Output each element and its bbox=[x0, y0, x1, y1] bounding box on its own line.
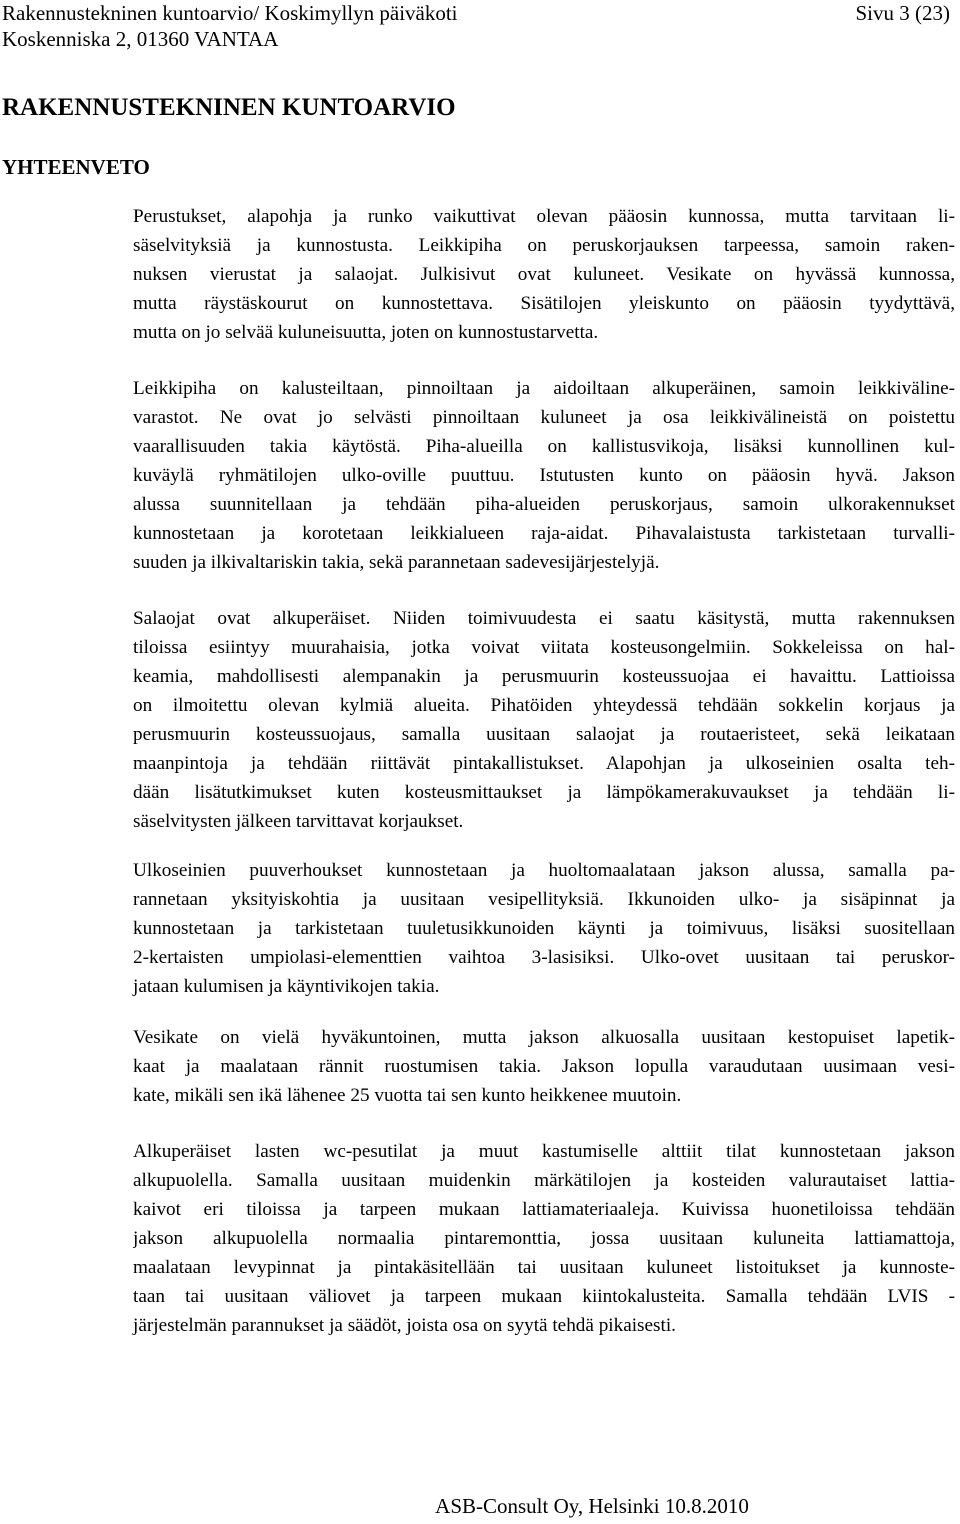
paragraph-line: säselvitysten jälkeen tarvittavat korjaukset. bbox=[133, 811, 464, 832]
paragraph-line: mutta räystäskourut on kunnostettava. Sisätilojen yleiskunto on pääosin tyydyttävä, bbox=[133, 293, 955, 314]
page-footer bbox=[0, 1492, 960, 1520]
header-document-title: Rakennustekninen kuntoarvio/ Koskimyllyn päiväkoti bbox=[2, 1, 458, 25]
paragraph-line: Vesikate on vielä hyväkuntoinen, mutta jakson alkuosalla uusitaan kestopuiset lapetik- bbox=[133, 1027, 955, 1048]
paragraph-line: järjestelmän parannukset ja säädöt, joista osa on syytä tehdä pikaisesti. bbox=[133, 1315, 676, 1336]
paragraph-line: kate, mikäli sen ikä lähenee 25 vuotta tai sen kunto heikkenee muutoin. bbox=[133, 1085, 682, 1106]
header-address: Koskenniska 2, 01360 VANTAA bbox=[2, 27, 279, 51]
paragraph-2 bbox=[133, 374, 955, 577]
paragraph-line: perusmuurin kosteussuojaus, samalla uusitaan salaojat ja routaeristeet, sekä leikataan bbox=[133, 724, 955, 745]
paragraph-line: maalataan levypinnat ja pintakäsitellään tai uusitaan kuluneet listoitukset ja kunnoste- bbox=[133, 1257, 955, 1278]
paragraph-line: kaivot eri tiloissa ja tarpeen mukaan lattiamateriaaleja. Kuivissa huonetiloissa tehdään bbox=[133, 1199, 955, 1220]
paragraph-line: Alkuperäiset lasten wc-pesutilat ja muut kastumiselle alttiit tilat kunnostetaan jakson bbox=[133, 1141, 955, 1162]
paragraph-3 bbox=[133, 604, 955, 836]
paragraph-line: Salaojat ovat alkuperäiset. Niiden toimivuudesta ei saatu käsitystä, mutta rakennuksen bbox=[133, 608, 955, 629]
paragraph-line: tiloissa esiintyy muurahaisia, jotka voivat viitata kosteusongelmiin. Sokkeleissa on hal- bbox=[133, 637, 955, 658]
paragraph-line: dään lisätutkimukset kuten kosteusmittaukset ja lämpökamerakuvaukset ja tehdään li- bbox=[133, 782, 955, 803]
paragraph-line: suuden ja ilkivaltariskin takia, sekä parannetaan sadevesijärjestelyjä. bbox=[133, 552, 660, 573]
paragraph-line: kuväylä ryhmätilojen ulko-oville puuttuu. Istutusten kunto on pääosin hyvä. Jakson bbox=[133, 465, 955, 486]
paragraph-line: kunnostetaan ja korotetaan leikkialueen raja-aidat. Pihavalaistusta tarkistetaan turvalli- bbox=[133, 523, 955, 544]
paragraph-6 bbox=[133, 1137, 955, 1340]
section-heading: YHTEENVETO bbox=[2, 155, 150, 179]
paragraph-line: rannetaan yksityiskohtia ja uusitaan vesipellityksiä. Ikkunoiden ulko- ja sisäpinnat ja bbox=[133, 889, 955, 910]
paragraph-line: mutta on jo selvää kuluneisuutta, joten on kunnostustarvetta. bbox=[133, 322, 599, 343]
paragraph-line: on ilmoitettu olevan kylmiä alueita. Pihatöiden yhteydessä tehdään sokkelin korjaus ja bbox=[133, 695, 955, 716]
paragraph-line: Ulkoseinien puuverhoukset kunnostetaan ja huoltomaalataan jakson alussa, samalla pa- bbox=[133, 860, 955, 881]
paragraph-4 bbox=[133, 856, 955, 1001]
paragraph-line: Leikkipiha on kalusteiltaan, pinnoiltaan ja aidoiltaan alkuperäinen, samoin leikkiväline- bbox=[133, 378, 955, 399]
paragraph-line: 2-kertaisten umpiolasi-elementtien vaihtoa 3-lasisiksi. Ulko-ovet uusitaan tai peruskor- bbox=[133, 947, 955, 968]
paragraph-line: kunnostetaan ja tarkistetaan tuuletusikkunoiden käynti ja toimivuus, lisäksi suositellaan bbox=[133, 918, 955, 939]
paragraph-line: Perustukset, alapohja ja runko vaikuttivat olevan pääosin kunnossa, mutta tarvitaan li- bbox=[133, 206, 955, 227]
paragraph-5 bbox=[133, 1023, 955, 1110]
paragraph-1 bbox=[133, 202, 955, 347]
paragraph-line: jakson alkupuolella normaalia pintaremonttia, jossa uusitaan kuluneita lattiamattoja, bbox=[133, 1228, 955, 1249]
paragraph-line: maanpintoja ja tehdään riittävät pintakallistukset. Alapohjan ja ulkoseinien osalta teh- bbox=[133, 753, 955, 774]
paragraph-line: keamia, mahdollisesti alempanakin ja perusmuurin kosteussuojaa ei havaittu. Lattioissa bbox=[133, 666, 955, 687]
page-number: Sivu 3 (23) bbox=[855, 1, 950, 25]
paragraph-line: alussa suunnitellaan ja tehdään piha-alueiden peruskorjaus, samoin ulkorakennukset bbox=[133, 494, 955, 515]
paragraph-line: vaarallisuuden takia käytöstä. Piha-alueilla on kallistusvikoja, lisäksi kunnollinen kul- bbox=[133, 436, 955, 457]
paragraph-line: jataan kulumisen ja käyntivikojen takia. bbox=[133, 976, 440, 997]
document-title: RAKENNUSTEKNINEN KUNTOARVIO bbox=[2, 94, 456, 121]
paragraph-line: kaat ja maalataan rännit ruostumisen takia. Jakson lopulla varaudutaan uusimaan vesi- bbox=[133, 1056, 955, 1077]
paragraph-line: varastot. Ne ovat jo selvästi pinnoiltaan kuluneet ja osa leikkivälineistä on poistettu bbox=[133, 407, 955, 428]
paragraph-line: nuksen vierustat ja salaojat. Julkisivut ovat kuluneet. Vesikate on hyvässä kunnossa, bbox=[133, 264, 955, 285]
page-header-left bbox=[2, 0, 458, 52]
paragraph-line: alkupuolella. Samalla uusitaan muidenkin märkätilojen ja kosteiden valurautaiset lattia- bbox=[133, 1170, 955, 1191]
footer-text: ASB-Consult Oy, Helsinki 10.8.2010 bbox=[435, 1494, 749, 1518]
paragraph-line: säselvityksiä ja kunnostusta. Leikkipiha on peruskorjauksen tarpeessa, samoin raken- bbox=[133, 235, 955, 256]
paragraph-line: taan tai uusitaan väliovet ja tarpeen mukaan kiintokalusteita. Samalla tehdään LVIS - bbox=[133, 1286, 955, 1307]
